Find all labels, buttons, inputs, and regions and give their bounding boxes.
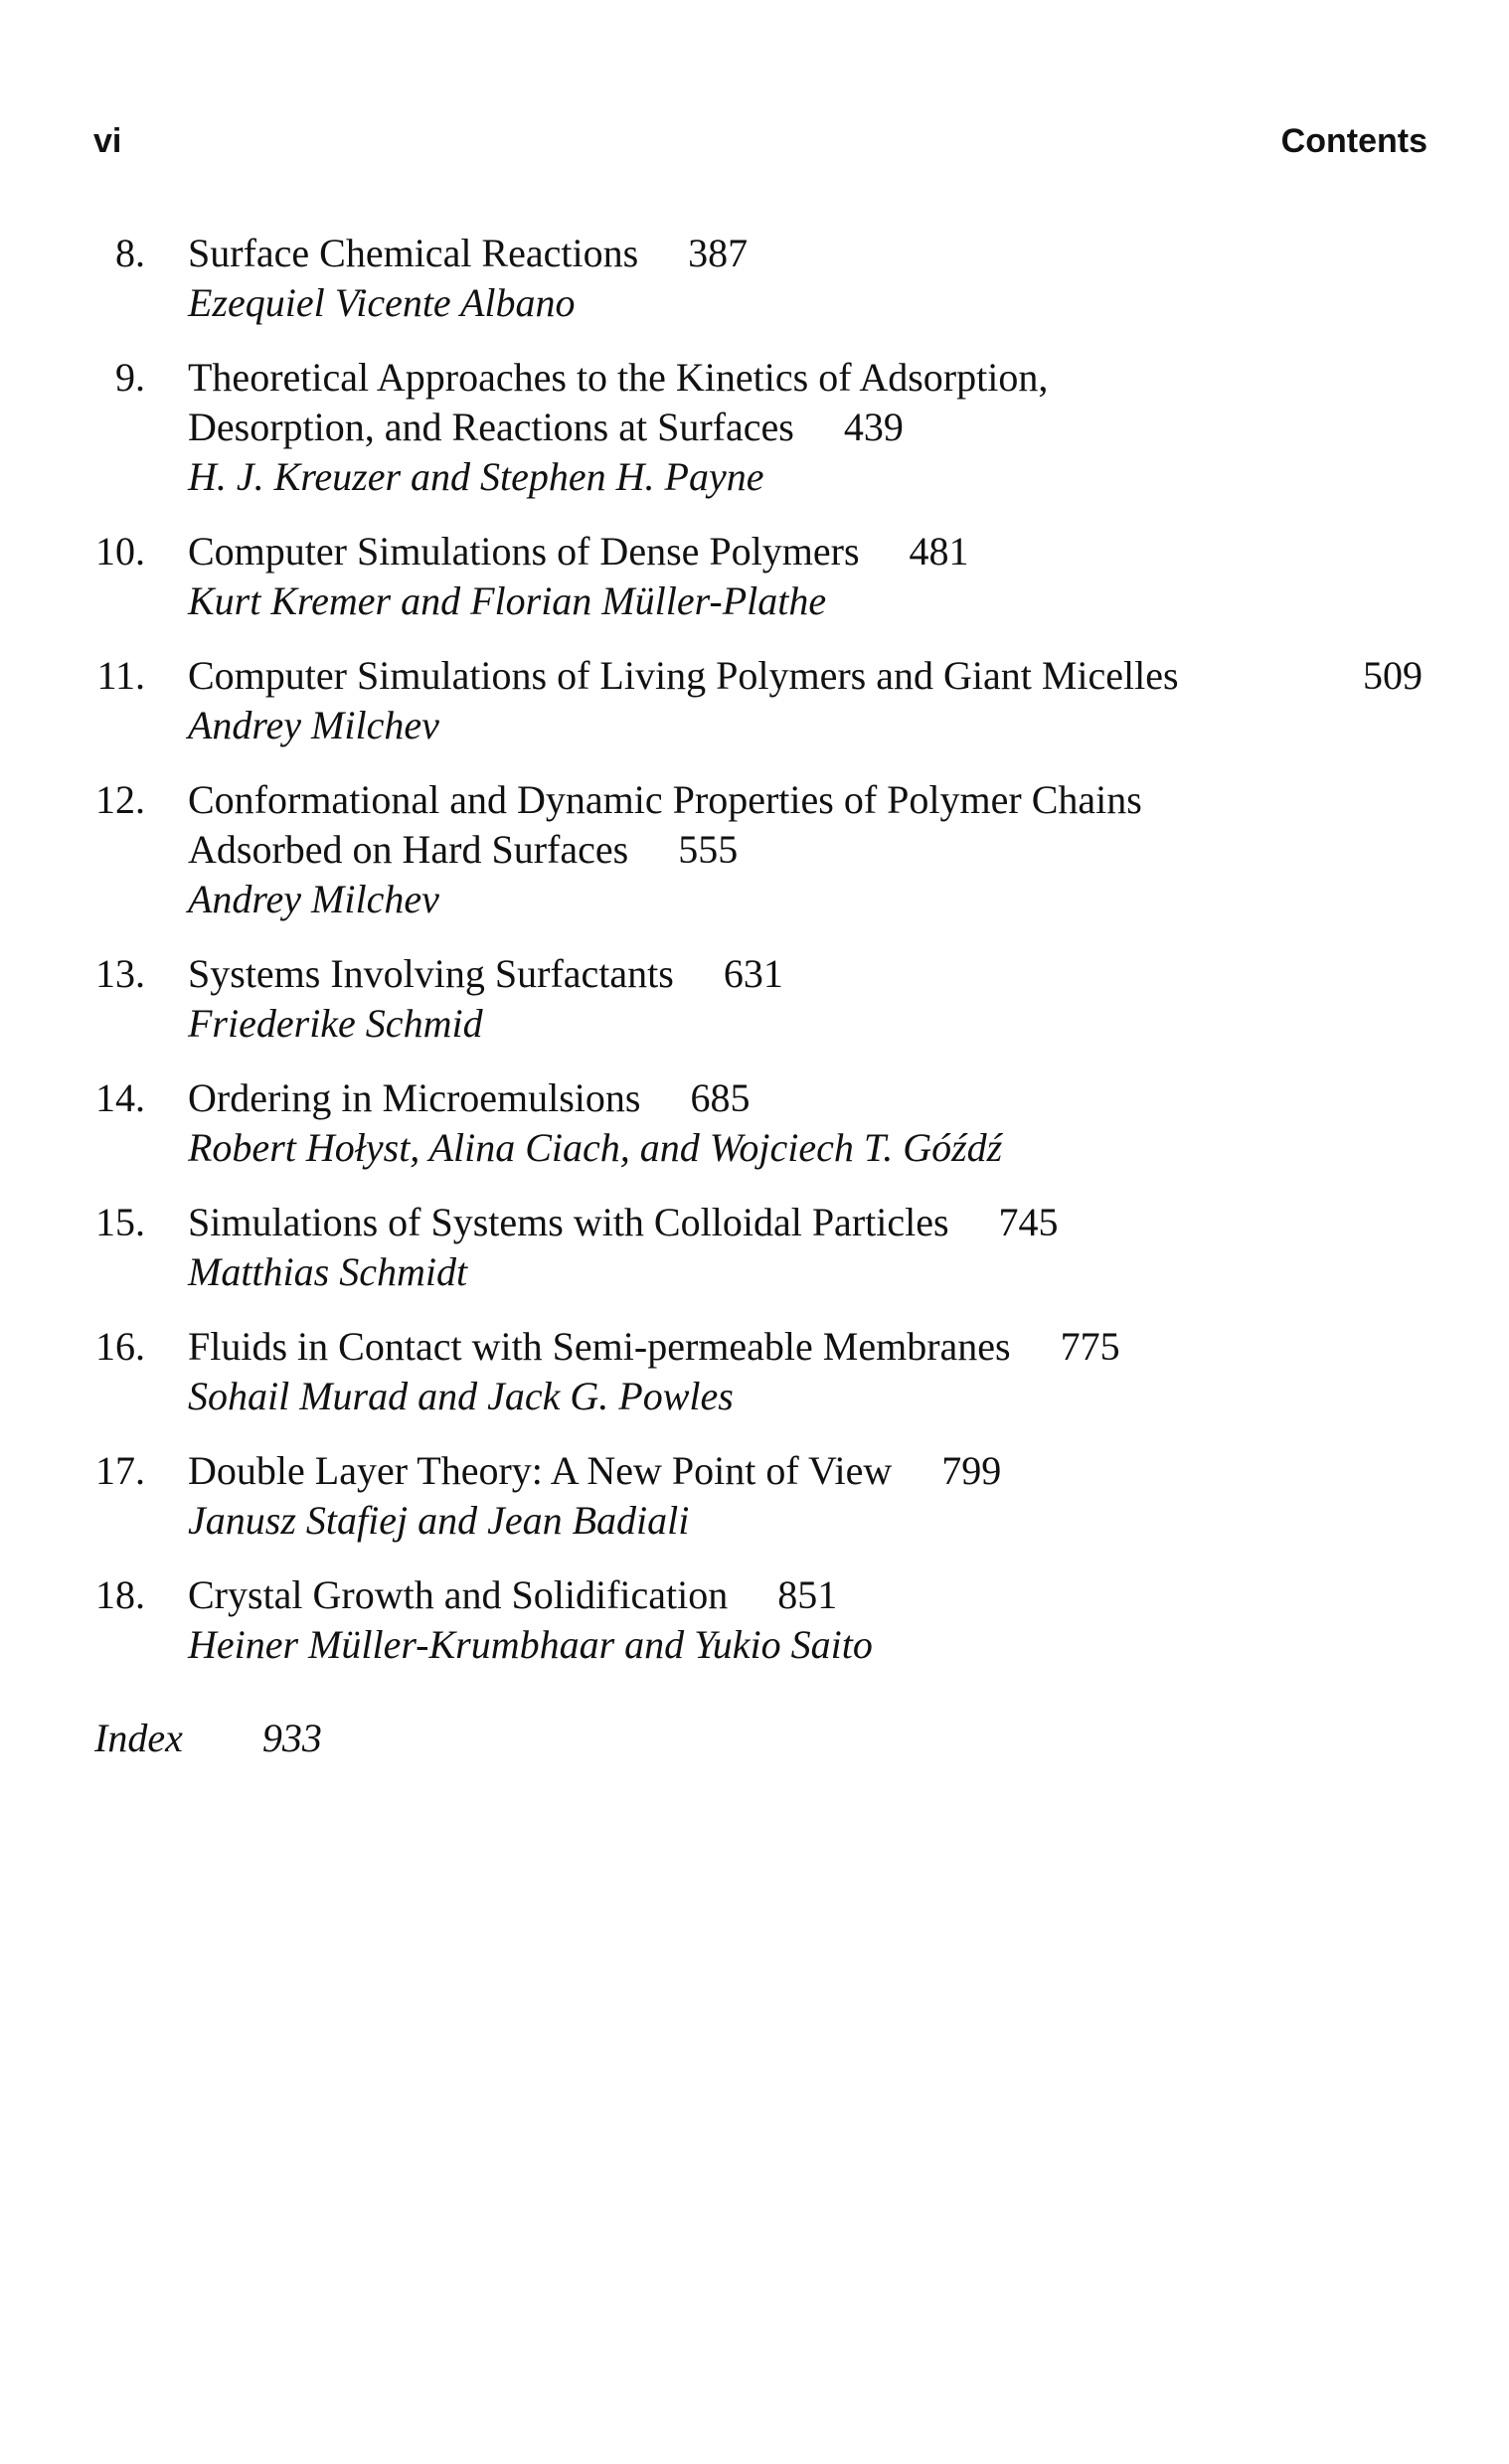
chapter-title [188,1073,1509,1123]
chapter-authors: Kurt Kremer and Florian Müller-Plathe [188,578,827,623]
chapter-title [188,949,1509,999]
chapter-page: 685 [690,1075,751,1120]
chapter-page: 775 [1060,1324,1120,1369]
running-head: Contents [1280,122,1427,160]
toc-entry-13 [0,949,1509,1049]
chapter-number: 18. [95,1572,145,1617]
chapter-title-line: Ordering in Microemulsions [188,1075,641,1120]
table-of-contents [0,229,1509,1695]
chapter-page: 799 [941,1448,1002,1493]
chapter-number: 13. [95,951,145,996]
chapter-number: 16. [95,1324,145,1369]
chapter-title-line: Crystal Growth and Solidification [188,1572,729,1617]
chapter-authors: Sohail Murad and Jack G. Powles [188,1374,734,1418]
chapter-page: 851 [777,1572,838,1617]
toc-entry-16 [0,1322,1509,1421]
chapter-title [188,1322,1509,1372]
chapter-title-line: Surface Chemical Reactions [188,231,639,275]
toc-entry-14 [0,1073,1509,1173]
chapter-page: 509 [1363,653,1423,698]
chapter-title-line: Desorption, and Reactions at Surfaces [188,405,794,449]
chapter-title [188,651,1509,701]
index-entry [94,1714,322,1763]
toc-entry-17 [0,1446,1509,1546]
chapter-title-line: Computer Simulations of Living Polymers and Giant Micelles [188,653,1179,698]
chapter-number: 12. [95,777,145,822]
chapter-title-line: Conformational and Dynamic Properties of Polymer Chains [188,777,1142,822]
chapter-title [188,825,1509,875]
chapter-page: 439 [843,405,904,449]
chapter-title-line: Double Layer Theory: A New Point of View [188,1448,893,1493]
chapter-page: 481 [909,529,969,574]
chapter-authors: Heiner Müller-Krumbhaar and Yukio Saito [188,1622,873,1667]
chapter-title-line: Simulations of Systems with Colloidal Particles [188,1200,949,1244]
chapter-title-line: Adsorbed on Hard Surfaces [188,827,629,872]
chapter-number: 9. [115,355,145,400]
chapter-title-line: Computer Simulations of Dense Polymers [188,529,860,574]
chapter-title [188,403,1509,452]
chapter-number: 14. [95,1075,145,1120]
toc-entry-12 [0,775,1509,924]
chapter-page: 745 [998,1200,1059,1244]
chapter-title [188,229,1509,278]
chapter-page: 631 [723,951,783,996]
chapter-authors: H. J. Kreuzer and Stephen H. Payne [188,454,764,499]
chapter-number: 17. [95,1448,145,1493]
toc-entry-11 [0,651,1509,750]
chapter-number: 11. [96,653,145,698]
chapter-number: 8. [115,231,145,275]
chapter-title-line: Theoretical Approaches to the Kinetics of Adsorption, [188,355,1049,400]
chapter-authors: Robert Hołyst, Alina Ciach, and Wojciech T. Góźdź [188,1125,1003,1170]
toc-entry-18 [0,1570,1509,1670]
toc-entry-9 [0,353,1509,502]
chapter-authors: Friederike Schmid [188,1001,483,1046]
chapter-title [188,1446,1509,1496]
index-page: 933 [261,1716,322,1760]
chapter-authors: Ezequiel Vicente Albano [188,280,576,325]
chapter-authors: Andrey Milchev [188,877,439,921]
chapter-authors: Janusz Stafiej and Jean Badiali [188,1498,690,1543]
chapter-title [188,1570,1509,1620]
index-label: Index [94,1716,183,1760]
chapter-page: 387 [688,231,749,275]
chapter-title [188,1198,1509,1247]
chapter-title-line: Fluids in Contact with Semi-permeable Membranes [188,1324,1011,1369]
chapter-number: 15. [95,1200,145,1244]
toc-entry-8 [0,229,1509,328]
toc-entry-15 [0,1198,1509,1297]
chapter-authors: Matthias Schmidt [188,1249,468,1294]
chapter-title [188,527,1509,576]
chapter-number: 10. [95,529,145,574]
toc-entry-10 [0,527,1509,626]
page-number: vi [93,122,122,160]
chapter-authors: Andrey Milchev [188,703,439,747]
chapter-page: 555 [678,827,739,872]
chapter-title-line: Systems Involving Surfactants [188,951,674,996]
